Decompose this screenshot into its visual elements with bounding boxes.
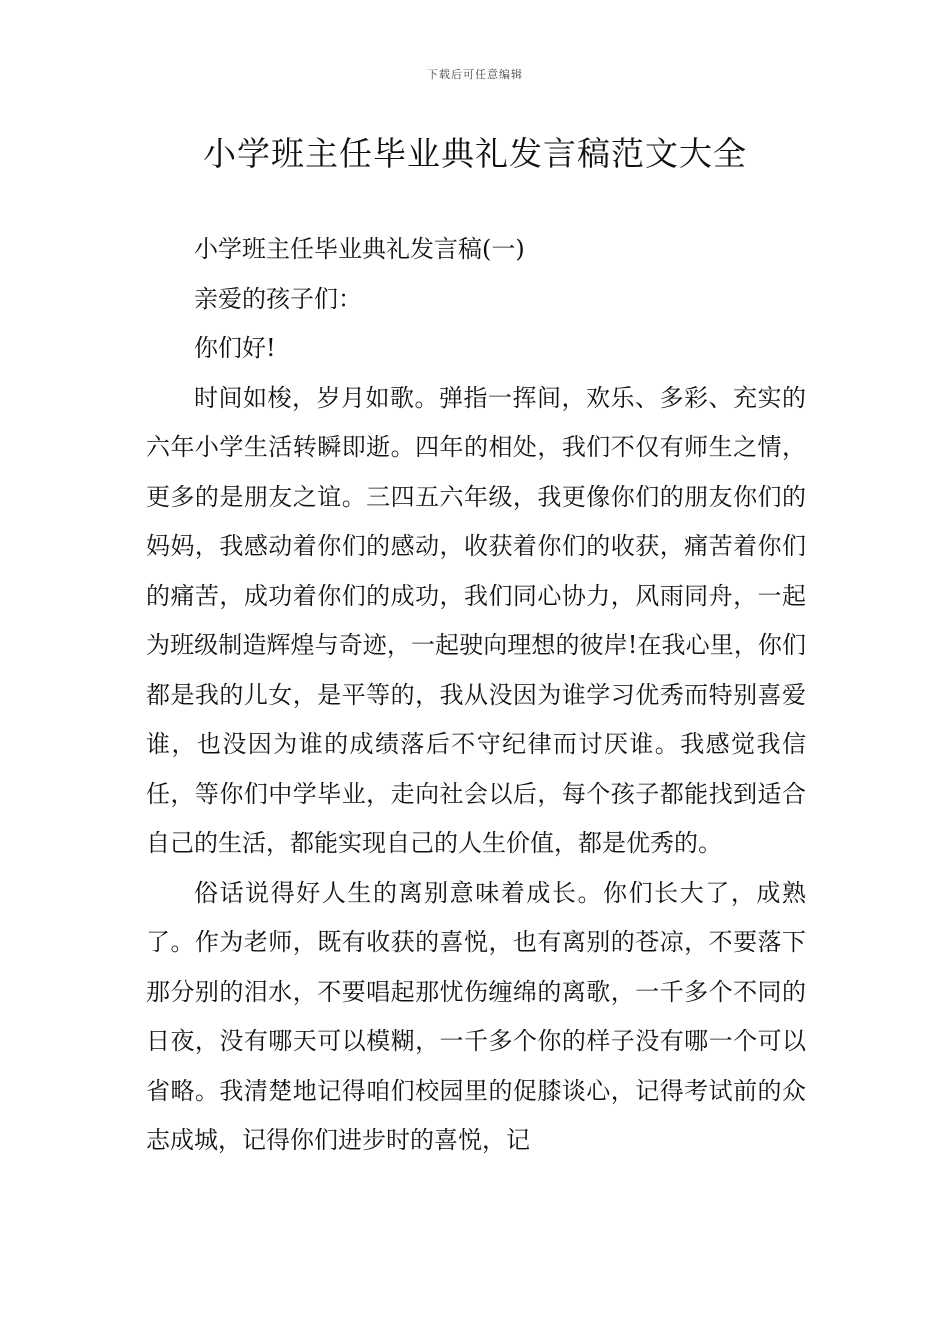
paragraph-salutation: 亲爱的孩子们：	[194, 284, 362, 313]
paragraph-greeting: 你们好!	[194, 334, 276, 362]
paragraph-body-1: 时间如梭，岁月如歌。弹指一挥间，欢乐、多彩、充实的六年小学生活转瞬即逝。四年的相处，我们不仅有师生之情，更多的是朋友之谊。三四五六年级，我更像你们的朋友你们的妈妈，我感动着你们的感动，收获着你们的收获，痛苦着你们的痛苦，成功着你们的成功，我们同心协力，风雨同舟，一起为班级制造辉煌与奇迹，一起驶向理想的彼岸!在我心里，你们都是我的儿女，是平等的，我从没因为谁学习优秀而特别喜爱谁，也没因为谁的成绩落后不守纪律而讨厌谁。我感觉我信任，等你们中学毕业，走向社会以后，每个孩子都能找到适合自己的生活，都能实现自己的人生价值，都是优秀的。	[146, 383, 806, 857]
paragraph-subtitle: 小学班主任毕业典礼发言稿(一)	[194, 235, 525, 263]
document-body	[146, 225, 806, 1166]
header-note: 下载后可任意编辑	[427, 68, 523, 81]
document-title: 小学班主任毕业典礼发言稿范文大全	[203, 134, 747, 173]
paragraph-body-2: 俗话说得好人生的离别意味着成长。你们长大了，成熟了。作为老师，既有收获的喜悦，也有离别的苍凉，不要落下那分别的泪水，不要唱起那忧伤缠绵的离歌，一千多个不同的日夜，没有哪天可以模糊，一千多个你的样子没有哪一个可以省略。我清楚地记得咱们校园里的促膝谈心，记得考试前的众志成城，记得你们进步时的喜悦，记	[146, 878, 806, 1154]
